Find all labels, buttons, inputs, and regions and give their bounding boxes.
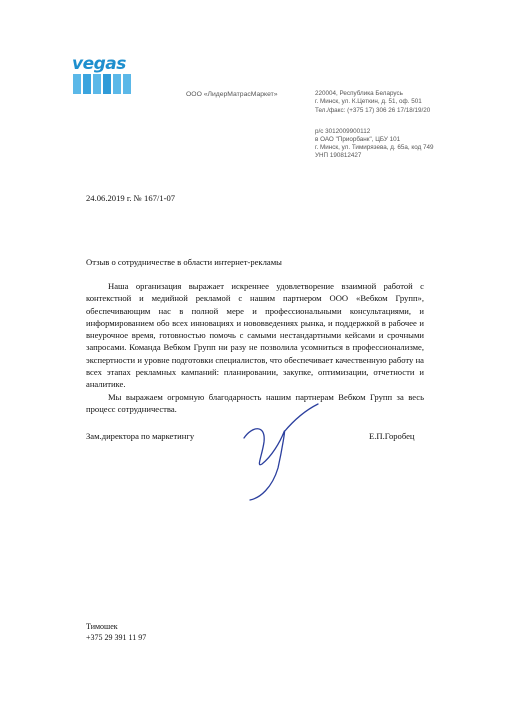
executor-name: Тимошек — [86, 622, 118, 631]
logo-text: vegas — [72, 54, 126, 74]
body-paragraph: Мы выражаем огромную благодарность нашим партнерам Вебком Групп за весь процесс сотрудничества. — [86, 391, 424, 414]
executor-phone: +375 29 391 11 97 — [86, 633, 147, 642]
bank-line: р/с 3012009900112 — [315, 128, 371, 135]
address-line: Тел./факс: (+375 17) 306 26 17/18/19/20 — [315, 106, 431, 114]
vegas-logo — [72, 56, 132, 96]
letter-body — [86, 280, 424, 415]
bank-line: в ОАО "Приорбанк", ЦБУ 101 — [315, 135, 401, 143]
signer-name: Е.П.Горобец — [369, 431, 415, 441]
bank-details — [315, 128, 434, 160]
bank-line: г. Минск, ул. Тимирязева, д. 65а, код 749 — [315, 143, 434, 151]
handwritten-signature — [222, 398, 332, 508]
address-line: г. Минск, ул. К.Цеткин, д. 51, оф. 501 — [315, 98, 422, 106]
bank-line: УНП 190812427 — [315, 151, 362, 159]
company-name: ООО «ЛидерМатрасМаркет» — [186, 91, 278, 98]
letter-date-number: 24.06.2019 г. № 167/1-07 — [86, 193, 176, 203]
company-address — [315, 90, 430, 115]
logo-bars-icon — [73, 74, 131, 94]
letter-subject: Отзыв о сотрудничестве в области интернет-рекламы — [86, 257, 282, 267]
signer-position: Зам.директора по маркетингу — [86, 431, 195, 441]
address-line: 220004, Республика Беларусь — [315, 90, 403, 97]
body-paragraph: Наша организация выражает искреннее удовлетворение взаимной работой с контекстной и медийной рекламой с нашим партнером ООО «Вебком Групп», обеспечивающим нас в полной мере и профессиональными консультациями, и информированием обо всех инновациях и нововведениях рынка, и поддержкой в рабочее и внеурочное время, готовностью помочь с самыми нестандартными кейсами и срочными запросами. Команда Вебком Групп ни разу не позволила усомниться в профессионализме, экспертности и уровне подготовки специалистов, что обеспечивает качественную работу на всех этапах рекламных кампаний: планировании, закупке, оптимизации, отчетности и аналитике. — [86, 281, 424, 390]
executor-contact — [86, 621, 146, 643]
